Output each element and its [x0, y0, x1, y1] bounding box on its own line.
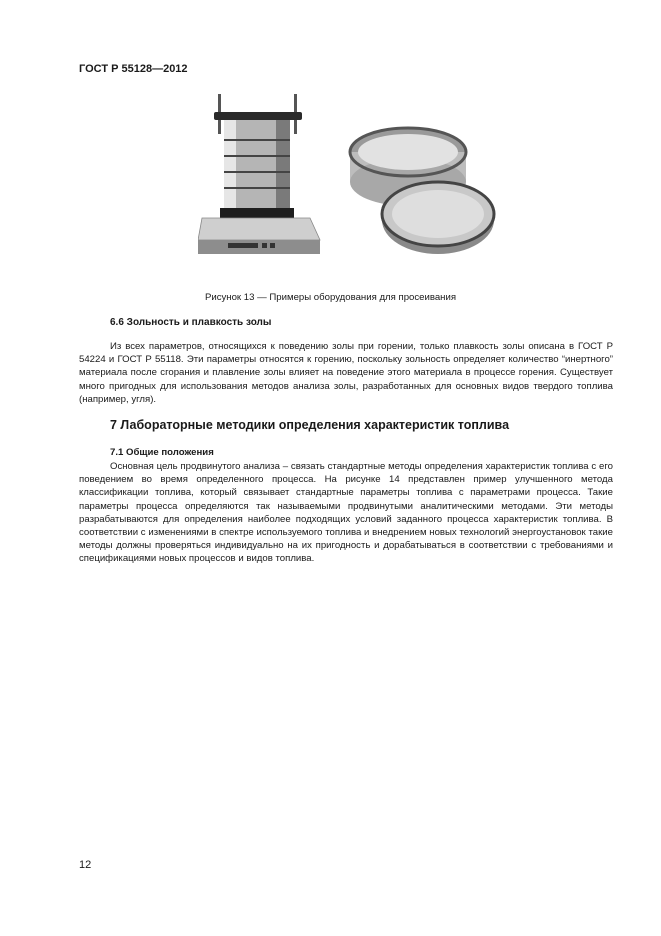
test-sieves-image — [350, 128, 494, 254]
sieving-equipment-figure — [198, 90, 508, 262]
page-number: 12 — [79, 859, 92, 871]
section-6-6-heading: 6.6 Зольность и плавкость золы — [110, 317, 272, 328]
sieve-shaker-image — [198, 94, 320, 254]
section-7-1-paragraph: Основная цель продвинутого анализа – связать стандартные методы определения характеристик топлива с его поведением во время определенного процесса. На рисунке 14 представлен пример улучшенного метода классификации топлива, который связывает стандартные параметры топлива с параметрами процесса. Такие параметры процесса определяются так называемыми продвинутыми аналитическими методами. Эти методы разрабатываются для определения наиболее подходящих условий заданного процесса характеристик топлива. В соответствии с изменениями в спектре используемого топлива и внедрением новых технологий энергоустановок такие методы должны проверяться индивидуально на их пригодность и дорабатываться в соответствии с требованиями и спецификациями новых процессов и видов топлива. — [79, 461, 613, 565]
section-7-1-heading: 7.1 Общие положения — [110, 447, 214, 458]
document-header: ГОСТ Р 55128—2012 — [79, 63, 188, 75]
figure-caption: Рисунок 13 — Примеры оборудования для просеивания — [204, 292, 457, 303]
section-6-6-paragraph: Из всех параметров, относящихся к поведению золы при горении, только плавкость золы описана в ГОСТ Р 54224 и ГОСТ Р 55118. Эти параметры относятся к горению, поскольку зольность определяет количество “инертного” материала после сгорания и плавление золы влияет на поведение этого материала в процессе горения. Существует много пригодных для использования методов анализа золы, разработанных для основных видов твердого топлива (например, угля). — [79, 341, 613, 405]
section-7-heading: 7 Лабораторные методики определения характеристик топлива — [110, 418, 510, 432]
